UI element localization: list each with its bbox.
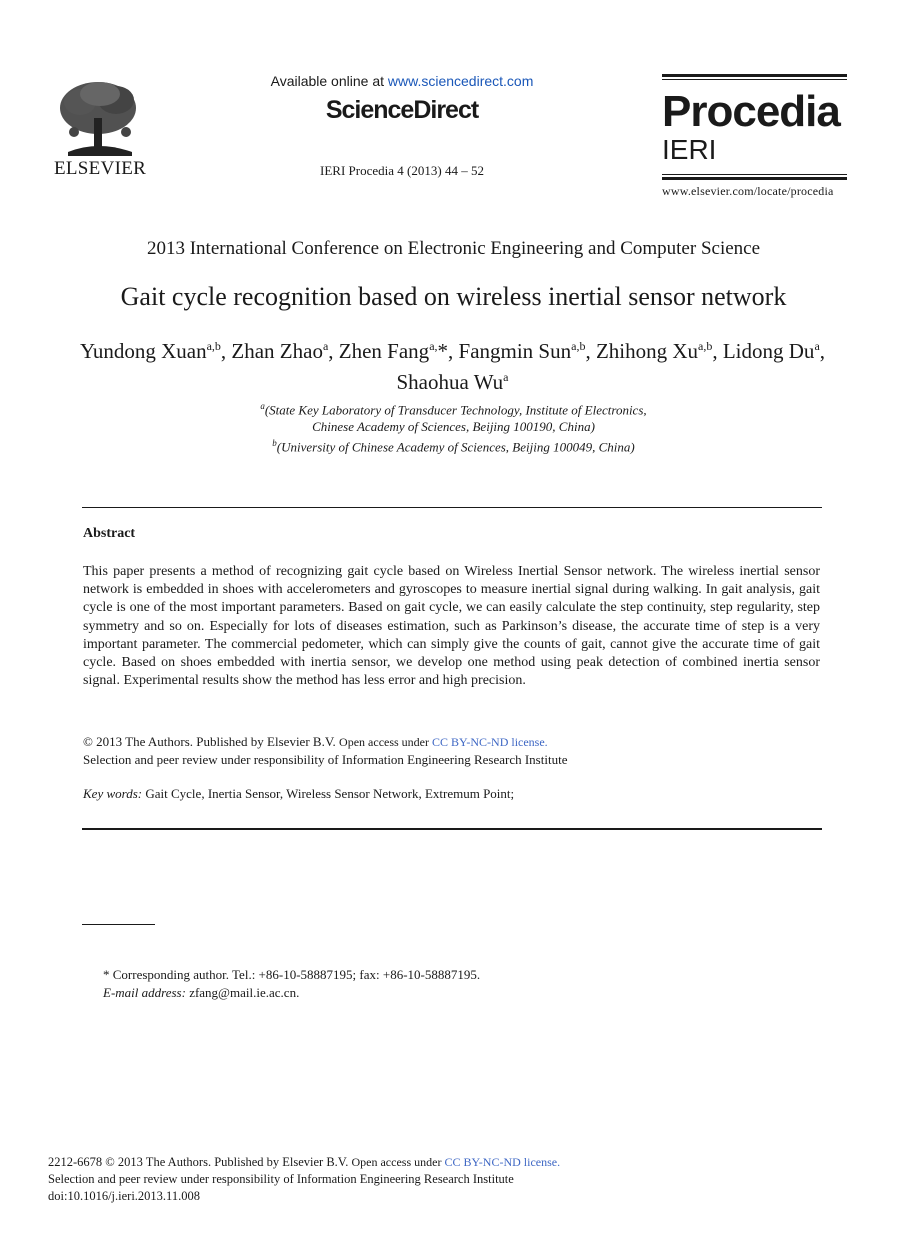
license-link[interactable]: CC BY-NC-ND license. [432,735,548,749]
author: Shaohua Wu$^a$ [396,370,509,394]
journal-reference: IERI Procedia 4 (2013) 44 – 52 [320,163,484,178]
available-prefix: Available online at [270,73,388,89]
procedia-top-rule [662,74,847,77]
affiliation-a-line2: Chinese Academy of Sciences, Beijing 100190, China) [312,419,595,435]
bottom-license-link[interactable]: CC BY-NC-ND license. [444,1155,561,1169]
corresponding-author-note: * Corresponding author. Tel.: +86-10-58887195; fax: +86-10-58887195. [103,967,481,982]
affiliation-a-line1: $^a$(State Key Laboratory of Transducer Technology, Institute of Electronics, [260,401,647,418]
elsevier-wordmark: ELSEVIER [54,158,147,179]
sciencedirect-brand: ScienceDirect [325,96,479,124]
abstract-body: This paper presents a method of recognizing gait cycle based on Wireless Inertial Sensor network. The wireless inertial sensor network is embedded in shoes with accelerometers and gyroscopes to measure inertial signal during walking. In gait analysis, gait cycle is one of the most important parameters. Based on gait cycle, we can easily calculate the step continuity, step regularity, step symmetry and so on. Especially for lots of diseases estimation, such as Parkinson’s disease, the accurate time of step is a very important parameter. The commercial pedometer, which can simply give the counts of gait, cannot give the accurate time of gait cycle. Based on shoes embedded with inertia sensor, we develop one method using peak detection of combined inertia sensor signal. Experimental results show the method has less error and high precision. [83,564,820,689]
copyright-block [83,733,820,768]
abstract-heading: Abstract [83,526,136,541]
procedia-logo-block [662,74,847,199]
author: Fangmin Sun$^{a,b}$, [458,339,596,363]
bottom-peer-review-line: Selection and peer review under responsibility of Information Engineering Research Institute [48,1172,514,1186]
keywords-label: Key words: [83,786,143,801]
author: Zhen Fang$^{a,}$*, [338,339,459,363]
author: Zhihong Xu$^{a,b}$, [595,339,723,363]
affiliation-b: $^b$(University of Chinese Academy of Sciences, Beijing 100049, China) [272,438,635,455]
corresponding-star: * [437,339,449,363]
procedia-url[interactable]: www.elsevier.com/locate/procedia [662,184,834,198]
doi-line[interactable]: doi:10.1016/j.ieri.2013.11.008 [48,1189,200,1203]
abstract-bottom-rule [82,828,822,830]
copyright-line: © 2013 The Authors. Published by Elsevier B.V. Open access under CC BY-NC-ND license. [83,734,548,749]
author: Zhan Zhao$^a$, [231,339,339,363]
email-note: E-mail address: zfang@mail.ie.ac.cn. [103,985,300,1000]
procedia-bottom-rule [662,177,847,180]
keywords-text: Gait Cycle, Inertia Sensor, Wireless Sensor Network, Extremum Point; [142,786,515,801]
procedia-series: IERI [662,134,717,165]
bottom-publication-info [48,1154,868,1205]
issn-copyright-line: 2212-6678 © 2013 The Authors. Published by Elsevier B.V. Open access under CC BY-NC-ND license. [48,1155,561,1169]
author: Lidong Du$^a$, [722,339,826,363]
keywords-line [83,786,820,802]
sciencedirect-link[interactable]: www.sciencedirect.com [387,73,534,89]
author-list [80,333,825,395]
paper-title: Gait cycle recognition based on wireless inertial sensor network [120,282,787,311]
procedia-top-rule-thin [662,79,847,80]
procedia-wordmark: Procedia [662,87,840,136]
available-online-line [232,73,572,89]
conference-name: 2013 International Conference on Electronic Engineering and Computer Science [146,238,761,259]
email-address[interactable]: zfang@mail.ie.ac.cn. [185,985,300,1000]
affiliations [0,398,907,456]
peer-review-line: Selection and peer review under responsibility of Information Engineering Research Institute [83,752,568,767]
footnote-rule [82,924,155,925]
footnote-block [103,966,803,1002]
procedia-bottom-rule-thin [662,174,847,175]
abstract-top-rule [82,507,822,508]
author: Yundong Xuan$^{a,b}$, [80,339,232,363]
